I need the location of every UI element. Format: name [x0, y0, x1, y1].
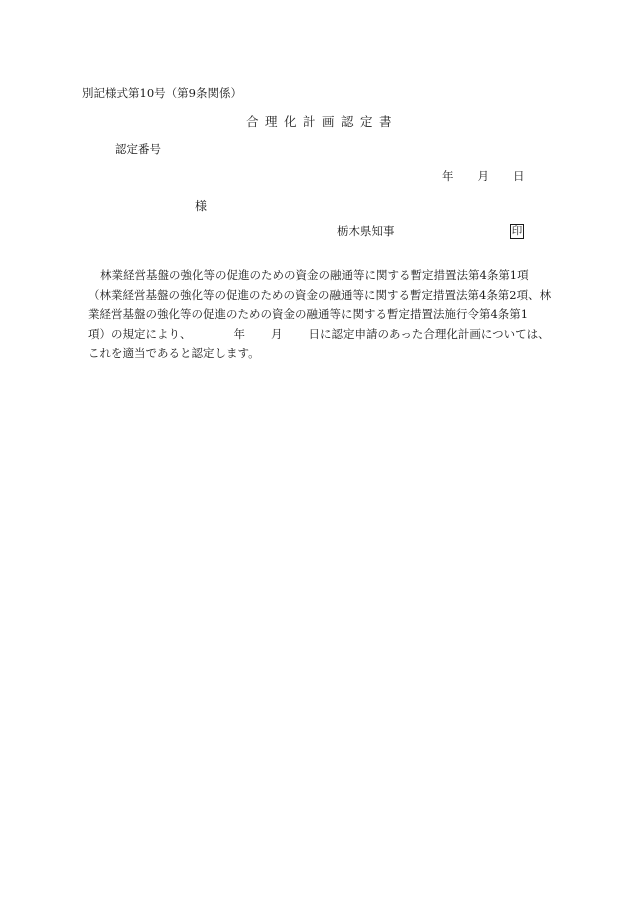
issuer-title: 栃木県知事 — [337, 224, 395, 238]
form-reference: 別記様式第10号（第9条関係） — [82, 86, 242, 100]
date-month-label: 月 — [477, 169, 489, 183]
body-line-prefix: 項）の規定により、 — [88, 326, 192, 341]
body-line — [88, 325, 553, 345]
date-day-label: 日 — [513, 169, 525, 183]
body-date-year: 年 — [233, 326, 245, 341]
body-line: これを適当であると認定します。 — [88, 346, 260, 360]
seal-mark: 印 — [511, 225, 523, 237]
body-date-month: 月 — [271, 326, 283, 341]
document-title: 合理化計画認定書 — [246, 114, 399, 129]
certification-number-label: 認定番号 — [115, 142, 161, 156]
body-line: 業経営基盤の強化等の促進のための資金の融通等に関する暫定措置法施行令第4条第1 — [88, 307, 529, 321]
body-line: （林業経営基盤の強化等の促進のための資金の融通等に関する暫定措置法第4条第2項、林 — [88, 287, 552, 302]
issue-date — [442, 171, 525, 183]
date-year-label: 年 — [442, 169, 454, 183]
certification-body — [88, 266, 553, 364]
body-line-suffix: 日に認定申請のあった合理化計画については、 — [308, 326, 550, 341]
body-line: 林業経営基盤の強化等の促進のための資金の融通等に関する暫定措置法第4条第1項 — [100, 268, 529, 282]
addressee-suffix: 様 — [195, 199, 208, 213]
